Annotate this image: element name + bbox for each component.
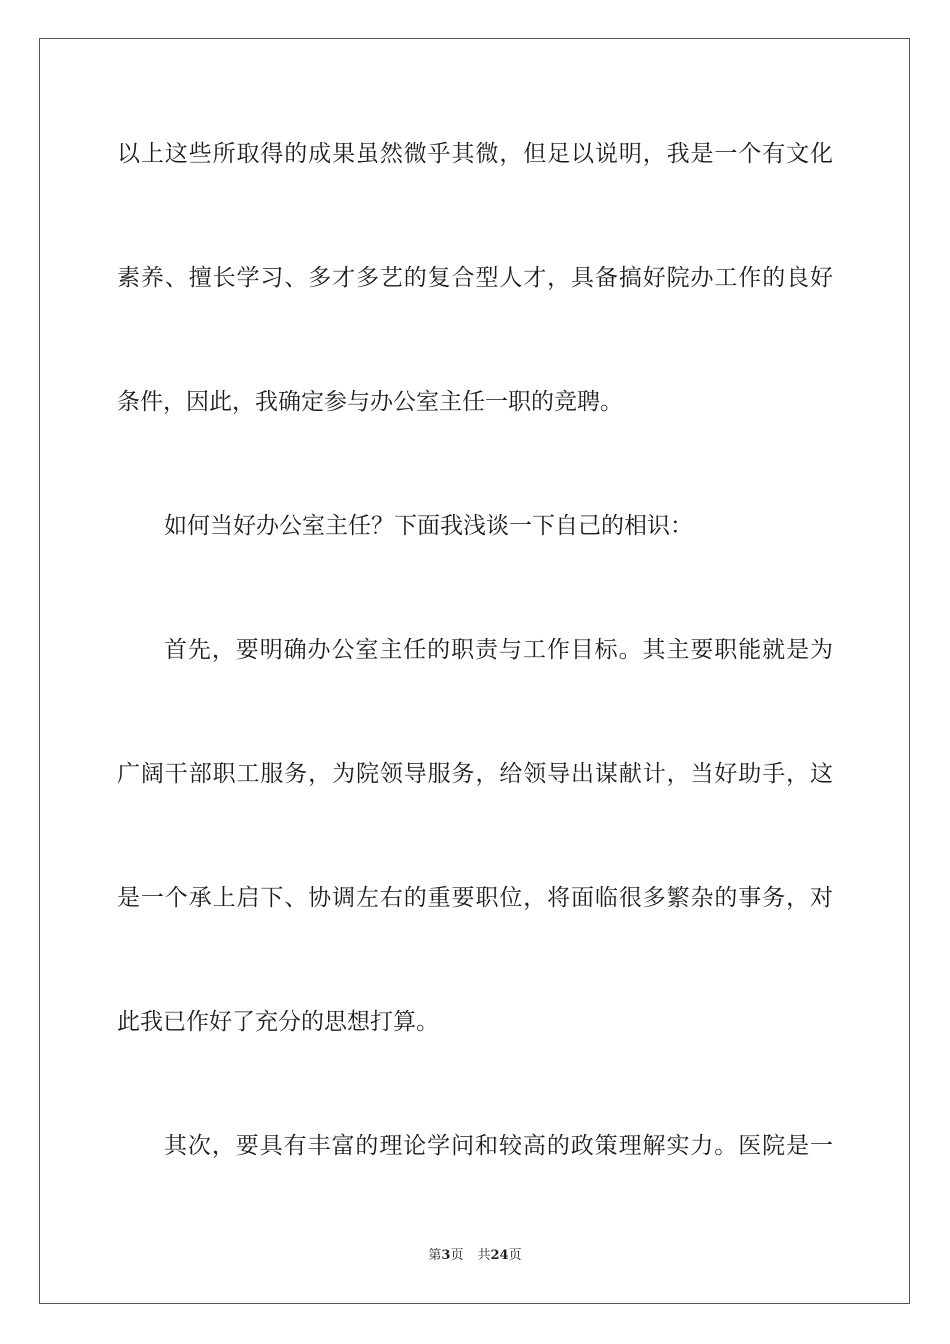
page-border [39, 38, 910, 1304]
total-prefix: 共 [477, 1248, 491, 1263]
page-suffix: 页 [450, 1248, 464, 1263]
page-number: 3 [441, 1248, 451, 1263]
paragraph-line-4: 如何当好办公室主任？下面我浅谈一下自己的相识： [164, 513, 693, 539]
total-pages: 24 [490, 1248, 509, 1263]
paragraph-line-5: 首先，要明确办公室主任的职责与工作目标。其主要职能就是为 [164, 637, 833, 663]
paragraph-line-3: 条件，因此，我确定参与办公室主任一职的竞聘。 [117, 389, 623, 415]
paragraph-line-2: 素养、擅长学习、多才多艺的复合型人才，具备搞好院办工作的良好 [117, 265, 833, 291]
paragraph-line-6: 广阔干部职工服务，为院领导服务，给领导出谋献计，当好助手，这 [117, 761, 833, 787]
paragraph-line-8: 此我已作好了充分的思想打算。 [117, 1009, 439, 1035]
paragraph-line-9: 其次，要具有丰富的理论学问和较高的政策理解实力。医院是一 [164, 1133, 833, 1159]
total-suffix: 页 [508, 1248, 522, 1263]
page-prefix: 第 [428, 1248, 442, 1263]
paragraph-line-7: 是一个承上启下、协调左右的重要职位，将面临很多繁杂的事务，对 [117, 885, 833, 911]
page-footer [0, 1247, 950, 1265]
paragraph-line-1: 以上这些所取得的成果虽然微乎其微，但足以说明，我是一个有文化 [117, 141, 833, 167]
